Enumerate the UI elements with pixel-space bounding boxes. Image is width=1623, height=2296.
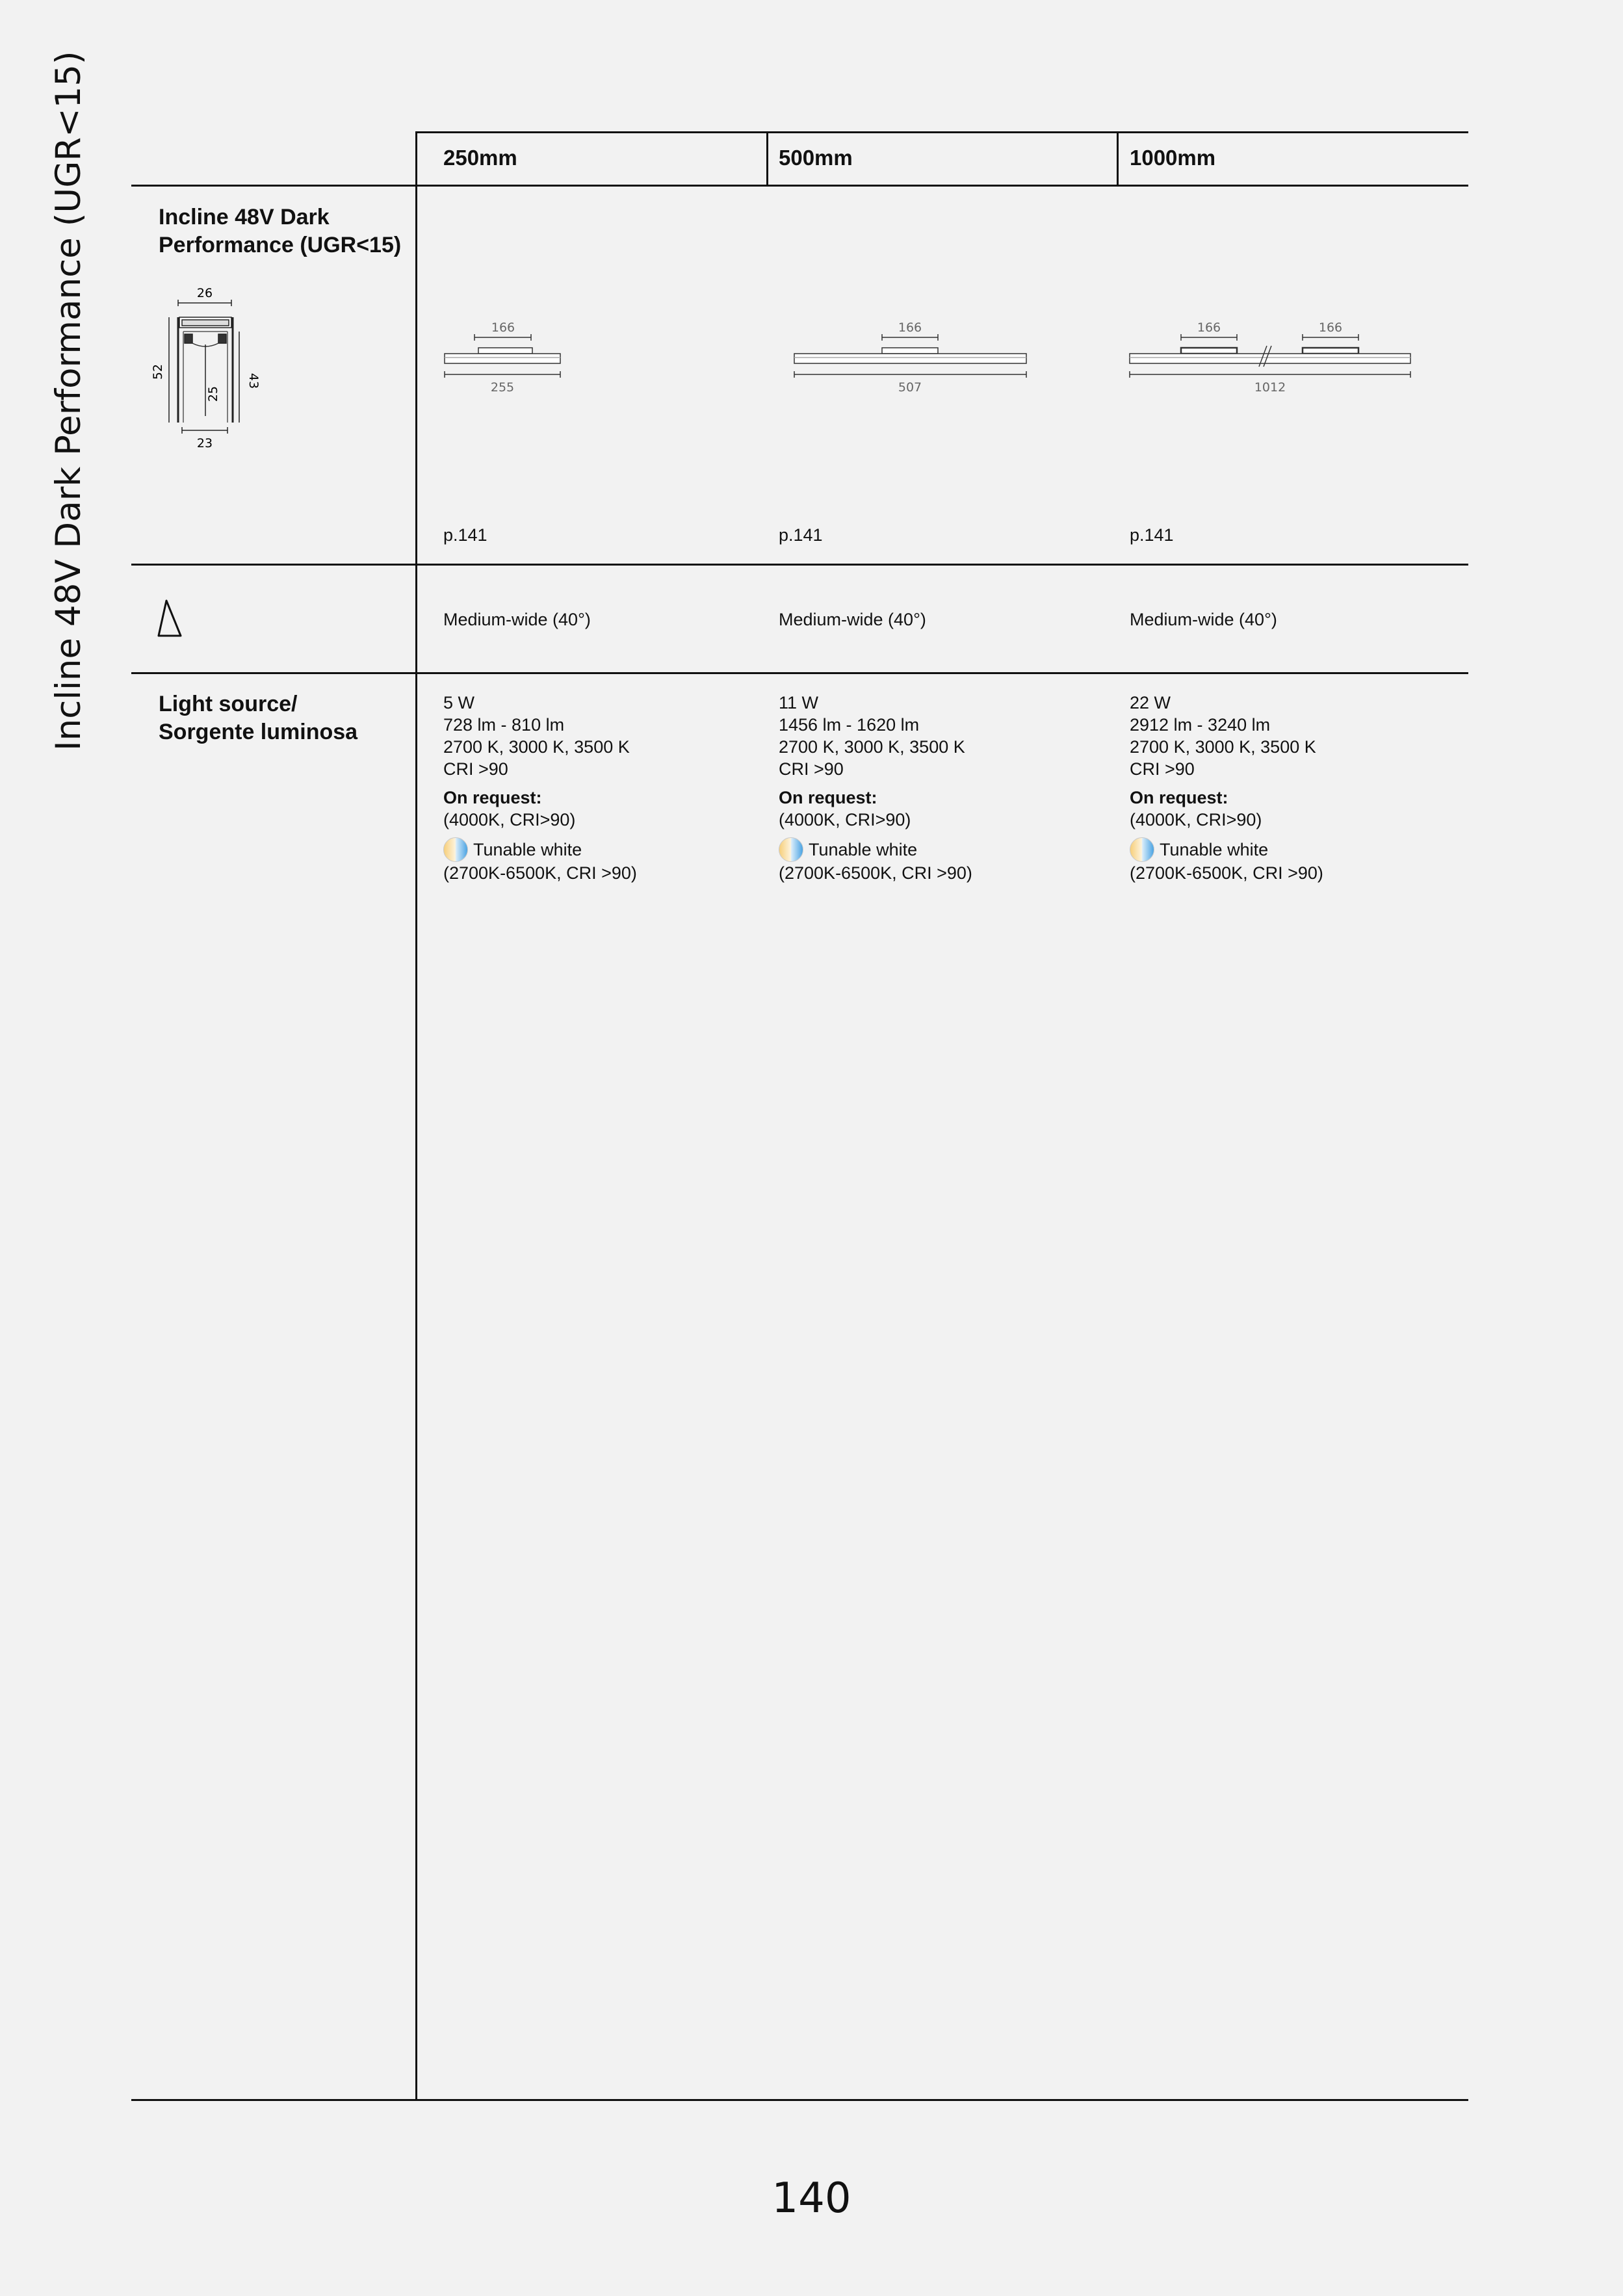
- dim-43: 43: [246, 372, 261, 389]
- page-ref-250: p.141: [443, 525, 487, 545]
- beam-angle-icon: [156, 598, 185, 638]
- column-divider: [1117, 131, 1119, 186]
- on-request-value: (4000K, CRI>90): [779, 810, 911, 829]
- tunable-label: Tunable white: [809, 840, 918, 859]
- tunable-white: [779, 837, 972, 862]
- tunable-white: [1130, 837, 1323, 862]
- beam-value-250: Medium-wide (40°): [443, 610, 591, 629]
- dim-25: 25: [206, 385, 220, 402]
- product-title-line1: Incline 48V Dark: [159, 205, 330, 229]
- product-title: [159, 203, 401, 259]
- column-header-500: 500mm: [779, 146, 853, 170]
- beam-value-1000: Medium-wide (40°): [1130, 610, 1277, 629]
- light-source-title: [159, 690, 357, 746]
- cct: 2700 K, 3000 K, 3500 K: [443, 737, 630, 757]
- header-bottom-rule: [131, 185, 1468, 187]
- dim-length-total: 507: [898, 380, 922, 395]
- dim-length-total: 1012: [1254, 380, 1286, 395]
- drawing-500mm: [789, 312, 1036, 397]
- table-bottom-rule: [131, 2099, 1468, 2101]
- on-request-label: On request:: [443, 788, 542, 807]
- power: 5 W: [443, 693, 475, 712]
- dim-length-top: 166: [491, 320, 515, 335]
- side-title: Incline 48V Dark Performance (UGR<15): [49, 51, 88, 751]
- light-source-500: [779, 692, 972, 884]
- page-number: 140: [772, 2174, 851, 2223]
- row-divider: [131, 564, 1468, 566]
- tunable-value: (2700K-6500K, CRI >90): [1130, 863, 1323, 883]
- row-divider: [131, 672, 1468, 674]
- dim-23: 23: [196, 436, 213, 450]
- tunable-value: (2700K-6500K, CRI >90): [443, 863, 637, 883]
- column-header-1000: 1000mm: [1130, 146, 1216, 170]
- tunable-white-icon: [443, 837, 468, 862]
- dim-length-top: 166: [1318, 320, 1343, 335]
- page-ref-1000: p.141: [1130, 525, 1174, 545]
- column-divider: [766, 131, 768, 186]
- dim-length-top: 166: [898, 320, 922, 335]
- dim-length-top: 166: [1197, 320, 1221, 335]
- tunable-white-icon: [1130, 837, 1154, 862]
- cct: 2700 K, 3000 K, 3500 K: [1130, 737, 1316, 757]
- dim-26: 26: [196, 286, 213, 300]
- light-source-title-line1: Light source/: [159, 692, 298, 716]
- dim-52: 52: [151, 363, 165, 380]
- tunable-value: (2700K-6500K, CRI >90): [779, 863, 972, 883]
- cri: CRI >90: [443, 759, 508, 779]
- flux: 1456 lm - 1620 lm: [779, 715, 920, 735]
- flux: 2912 lm - 3240 lm: [1130, 715, 1271, 735]
- on-request-value: (4000K, CRI>90): [443, 810, 576, 829]
- on-request-value: (4000K, CRI>90): [1130, 810, 1262, 829]
- light-source-1000: [1130, 692, 1323, 884]
- power: 22 W: [1130, 693, 1171, 712]
- tunable-label: Tunable white: [1160, 840, 1269, 859]
- profile-section-drawing: [149, 280, 266, 455]
- light-source-250: [443, 692, 637, 884]
- flux: 728 lm - 810 lm: [443, 715, 565, 735]
- cct: 2700 K, 3000 K, 3500 K: [779, 737, 965, 757]
- column-divider: [415, 131, 417, 2101]
- table-top-rule: [416, 131, 1468, 133]
- cri: CRI >90: [779, 759, 844, 779]
- dim-length-total: 255: [490, 380, 515, 395]
- on-request-label: On request:: [1130, 788, 1228, 807]
- product-title-line2: Performance (UGR<15): [159, 233, 402, 257]
- drawing-250mm: [439, 312, 569, 397]
- page-ref-500: p.141: [779, 525, 823, 545]
- tunable-white: [443, 837, 637, 862]
- tunable-label: Tunable white: [473, 840, 582, 859]
- drawing-1000mm: [1124, 312, 1417, 397]
- light-source-title-line2: Sorgente luminosa: [159, 720, 358, 744]
- tunable-white-icon: [779, 837, 803, 862]
- column-header-250: 250mm: [443, 146, 517, 170]
- power: 11 W: [779, 693, 819, 712]
- cri: CRI >90: [1130, 759, 1195, 779]
- beam-value-500: Medium-wide (40°): [779, 610, 926, 629]
- on-request-label: On request:: [779, 788, 877, 807]
